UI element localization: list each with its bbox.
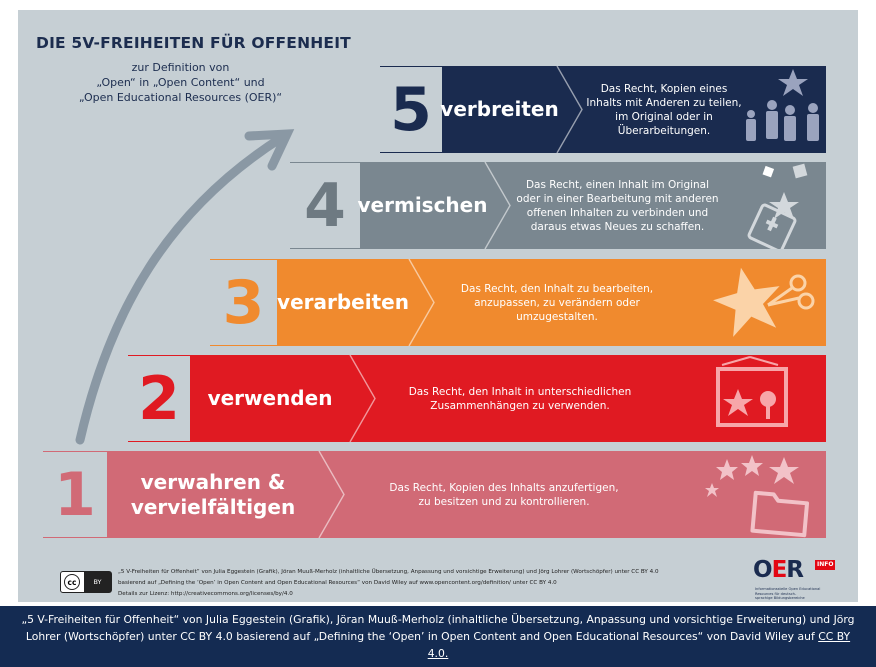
step-description: Das Recht, den Inhalt in unterschiedlichen Zusammenhängen zu verwenden. bbox=[408, 385, 632, 412]
subtitle-line-3: „Open Educational Resources (OER)“ bbox=[78, 91, 283, 104]
attribution-footer bbox=[0, 606, 876, 667]
step-description: Das Recht, einen Inhalt im Original oder in einer Bearbeitung mit anderen offenen Inhalten zu verbinden und daraus etwas Neues zu schaffen. bbox=[516, 178, 719, 233]
step-label: verbreiten bbox=[440, 97, 559, 121]
cc-license-badge bbox=[60, 571, 112, 593]
step-band bbox=[357, 162, 826, 249]
step-label: verwenden bbox=[207, 386, 333, 410]
attribution-text: „5 V-Freiheiten für Offenheit“ von Julia Eggestein (Grafik), Jöran Muuß-Merholz (inhaltliche Übersetzung, Anpassung und vorsichtige Erweiterung) und Jörg Lohrer (Wortschöpfer) unter CC BY 4.0 basierend auf „Defining the ‘Open’ in Open Content and Open Educational Resources“ von David Wiley auf CC BY 4.0. bbox=[21, 613, 855, 660]
step-1-verwahren bbox=[43, 451, 826, 538]
page-title: DIE 5V-FREIHEITEN FÜR OFFENHEIT bbox=[36, 34, 351, 52]
oer-info-badge: INFO bbox=[817, 561, 834, 568]
step-number: 2 bbox=[128, 355, 190, 442]
picture-frame-icon bbox=[706, 355, 826, 442]
oer-logo-letters: OER bbox=[753, 557, 803, 583]
infographic-card bbox=[18, 10, 858, 602]
step-label: vermischen bbox=[357, 193, 488, 217]
subtitle-line-2: „Open“ in „Open Content“ und bbox=[96, 76, 265, 89]
people-sharing-icon bbox=[742, 66, 826, 153]
cc-logo-icon: cc bbox=[64, 574, 80, 590]
step-label: verwahren & vervielfältigen bbox=[130, 469, 296, 519]
license-link[interactable]: CC BY 4.0. bbox=[427, 630, 851, 660]
puzzle-shapes-icon bbox=[734, 162, 826, 249]
step-2-verwenden bbox=[128, 355, 826, 442]
step-5-verbreiten bbox=[380, 66, 826, 153]
step-label: verarbeiten bbox=[277, 290, 409, 314]
oer-info-logo bbox=[753, 558, 848, 606]
credit-line-3: Details zur Lizenz: http://creativecommons.org/licenses/by/4.0 bbox=[118, 591, 293, 597]
step-number: 4 bbox=[290, 162, 360, 249]
step-number: 5 bbox=[380, 66, 442, 153]
oer-tagline: Informationsstelle Open Educational Resources für deutsch- sprachige Bildungsbereiche bbox=[755, 587, 821, 600]
step-4-vermischen bbox=[290, 162, 826, 249]
folder-stars-icon bbox=[702, 451, 826, 538]
step-number: 1 bbox=[43, 451, 107, 538]
subtitle-line-1: zur Definition von bbox=[131, 61, 230, 74]
step-band bbox=[190, 355, 826, 442]
step-band bbox=[107, 451, 826, 538]
step-band bbox=[277, 259, 826, 346]
step-description: Das Recht, Kopien eines Inhalts mit Anderen zu teilen, im Original oder in Überarbeitungen. bbox=[586, 82, 742, 137]
step-band bbox=[442, 66, 826, 153]
by-attribution-icon: BY bbox=[84, 572, 111, 592]
step-description: Das Recht, Kopien des Inhalts anzufertigen, zu besitzen und zu kontrollieren. bbox=[389, 481, 619, 508]
step-description: Das Recht, den Inhalt zu bearbeiten, anzupassen, zu verändern oder umzugestalten. bbox=[460, 282, 654, 323]
credit-line-1: „5 V-Freiheiten für Offenheit“ von Julia Eggestein (Grafik), Jöran Muuß-Merholz (inhaltliche Übersetzung, Anpassung und vorsichtige Erweiterung) und Jörg Lohrer (Wortschöpfer) unter CC BY 4.0 bbox=[118, 569, 659, 575]
step-3-verarbeiten bbox=[210, 259, 826, 346]
scissors-star-icon bbox=[710, 259, 826, 346]
step-number: 3 bbox=[210, 259, 277, 346]
credit-line-2: basierend auf „Defining the ‘Open’ in Open Content and Open Educational Resources“ von David Wiley auf www.opencontent.org/definition/ unter CC BY 4.0 bbox=[118, 580, 557, 586]
